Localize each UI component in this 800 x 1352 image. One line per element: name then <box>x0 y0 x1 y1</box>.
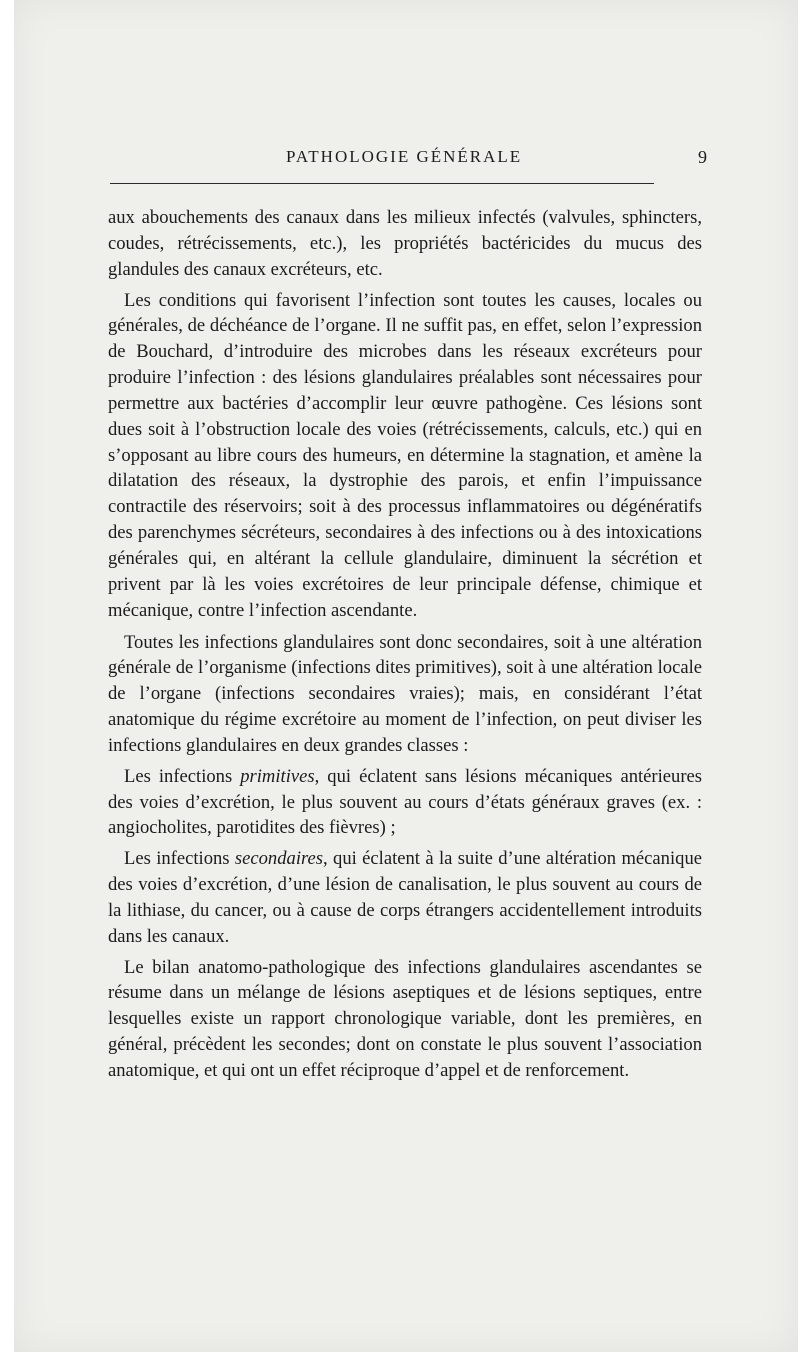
paragraph <box>108 764 702 842</box>
page-number: 9 <box>698 147 707 167</box>
paragraph-text: Les infections <box>124 848 235 870</box>
page-header <box>14 145 798 175</box>
emphasis: secondaires <box>234 848 324 870</box>
paragraph: Le bilan anatomo-pathologique des infections glandulaires ascendantes se résume dans un mélange de lésions aseptiques et de lésions septiques, entre lesquelles existe un rapport chronologique variable, dont les premières, en général, précèdent les secondes; dont on constate le plus souvent l’association anatomique, et qui ont un effet réciproque d’appel et de renforcement. <box>108 956 702 1081</box>
body-text <box>108 205 702 1084</box>
paragraph-text: , qui éclatent sans lésions mécaniques antérieures des voies d’excrétion, le plus souvent au cours d’états généraux graves (ex. : angiocholites, parotidites des fièvres) ; <box>108 765 702 839</box>
paragraph-text: Les infections <box>124 765 241 787</box>
header-rule <box>110 183 654 184</box>
paragraph: Toutes les infections glandulaires sont donc secondaires, soit à une altération générale de l’organisme (infections dites primitives), soit à une altération locale de l’organe (infections secondaires vraies); mais, en considérant l’état anatomique du régime excrétoire au moment de l’infection, on peut diviser les infections glandulaires en deux grandes classes : <box>108 631 702 756</box>
emphasis: primitives <box>240 765 315 787</box>
paragraph: aux abouchements des canaux dans les milieux infectés (valvules, sphincters, coudes, rétrécissements, etc.), les propriétés bactéricides du mucus des glandules des canaux excréteurs, etc. <box>108 207 702 280</box>
book-page <box>14 0 798 1352</box>
running-title: PATHOLOGIE GÉNÉRALE <box>286 147 523 166</box>
paragraph: Les conditions qui favorisent l’infection sont toutes les causes, locales ou générales, de déchéance de l’organe. Il ne suffit pas, en effet, selon l’expression de Bouchard, d’introduire des microbes dans les réseaux excréteurs pour produire l’infection : des lésions glandulaires préalables sont nécessaires pour permettre aux bactéries d’accomplir leur œuvre pathogène. Ces lésions sont dues soit à l’obstruction locale des voies (rétrécissements, calculs, etc.) qui en s’opposant au libre cours des humeurs, en détermine la stagnation, et amène la dilatation des réseaux, la dystrophie des parois, et enfin l’impuissance contractile des réservoirs; soit à des processus inflammatoires ou dégénératifs des parenchymes sécréteurs, secondaires à des infections ou à des intoxications générales qui, en altérant la cellule glandulaire, diminuent la sécrétion et privent par là les voies excrétoires de leur principale défense, chimique et mécanique, contre l’infection ascendante. <box>108 289 702 621</box>
paragraph-text: , qui éclatent à la suite d’une altération mécanique des voies d’excrétion, d’une lésion de canalisation, le plus souvent au cours de la lithiase, du cancer, ou à cause de corps étrangers accidentellement introduits dans les canaux. <box>108 848 702 947</box>
paragraph <box>108 846 702 949</box>
